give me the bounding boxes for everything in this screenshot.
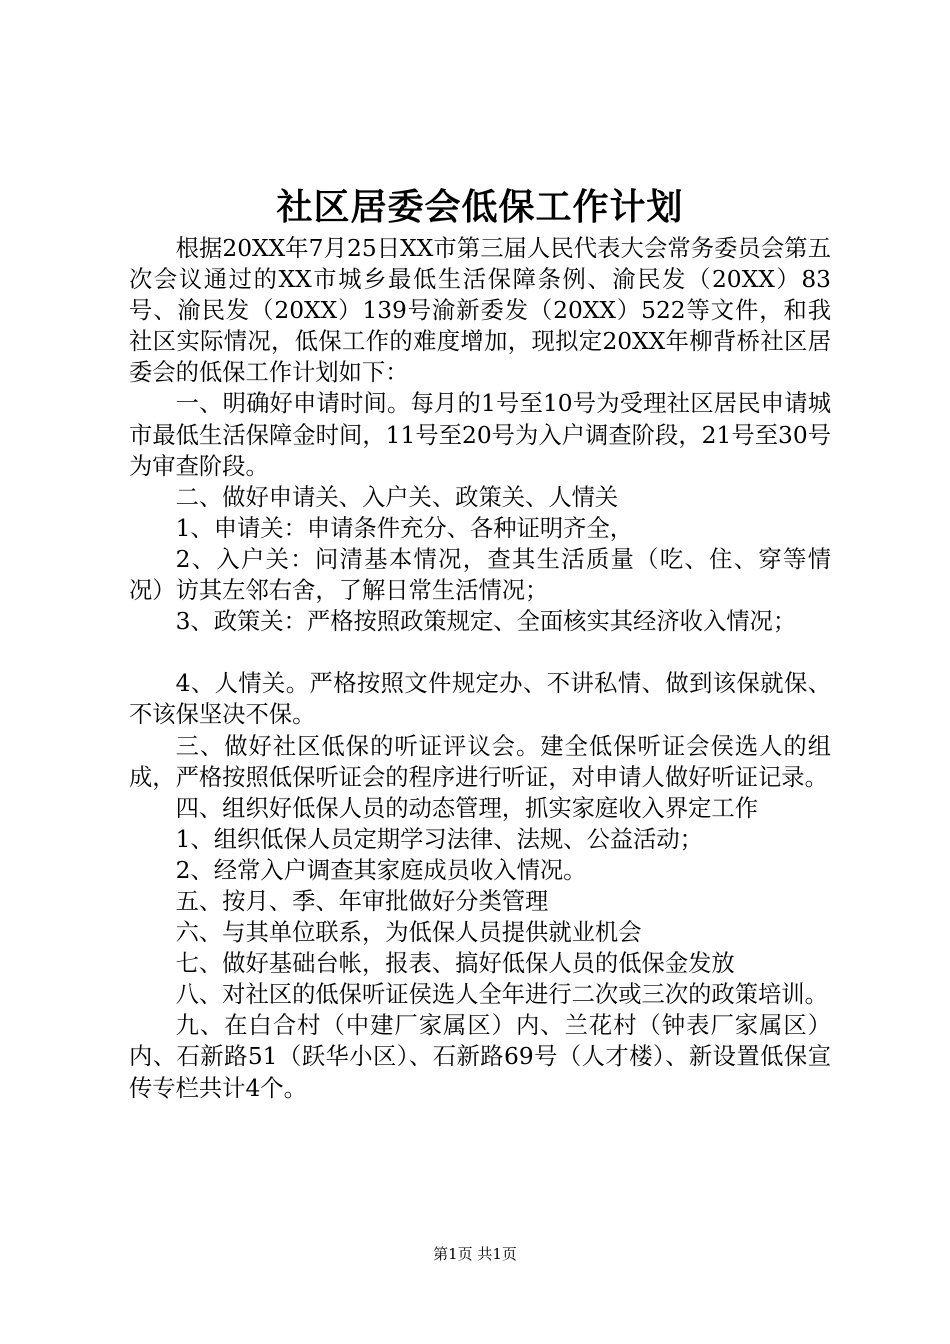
document-body: [129, 233, 831, 1104]
page-footer: 第1页 共1页: [433, 1245, 517, 1263]
paragraph-section-4-item-2: 2、经常入户调查其家庭成员收入情况。: [175, 856, 587, 884]
paragraph-section-7: 七、做好基础台帐，报表、搞好低保人员的低保金发放: [175, 950, 735, 978]
paragraph-section-6: 六、与其单位联系，为低保人员提供就业机会: [175, 919, 642, 947]
paragraph-section-2-item-2: 2、入户关：问清基本情况，查其生活质量（吃、住、穿等情况）访其左邻右舍，了解日常生活情况；: [129, 545, 831, 605]
paragraph-section-9: 九、在白合村（中建厂家属区）内、兰花村（钟表厂家属区）内、石新路51（跃华小区）、石新路69号（人才楼）、新设置低保宣传专栏共计4个。: [129, 1012, 831, 1102]
paragraph-section-3: 三、做好社区低保的听证评议会。建全低保听证会侯选人的组成，严格按照低保听证会的程序进行听证，对申请人做好听证记录。: [129, 732, 831, 791]
paragraph-intro: 根据20XX年7月25日XX市第三届人民代表大会常务委员会第五次会议通过的XX市城乡最低生活保障条例、渝民发（20XX）83号、渝民发（20XX）139号渝新委发（20XX）522等文件，和我社区实际情况，低保工作的难度增加，现拟定20XX年柳背桥社区居委会的低保工作计划如下：: [129, 235, 831, 387]
paragraph-section-4-item-1: 1、组织低保人员定期学习法律、法规、公益活动；: [175, 825, 703, 853]
document-title: 社区居委会低保工作计划: [276, 186, 684, 228]
paragraph-section-1: 一、明确好申请时间。每月的1号至10号为受理社区居民申请城市最低生活保障金时间，11号至20号为入户调查阶段，21号至30号为审查阶段。: [129, 390, 831, 480]
paragraph-section-2-item-3: 3、政策关：严格按照政策规定、全面核实其经济收入情况；: [175, 608, 797, 636]
paragraph-section-2: 二、做好申请关、入户关、政策关、人情关: [175, 483, 619, 511]
paragraph-section-2-item-1: 1、申请关：申请条件充分、各种证明齐全，: [175, 514, 634, 542]
blank-line: [129, 637, 831, 668]
paragraph-section-2-item-4: 4、人情关。严格按照文件规定办、不讲私情、做到该保就保、不该保坚决不保。: [129, 670, 831, 729]
paragraph-section-5: 五、按月、季、年审批做好分类管理: [175, 887, 549, 915]
paragraph-section-4: 四、组织好低保人员的动态管理，抓实家庭收入界定工作: [175, 794, 759, 822]
paragraph-section-8: 八、对社区的低保听证侯选人全年进行二次或三次的政策培训。: [175, 981, 828, 1009]
